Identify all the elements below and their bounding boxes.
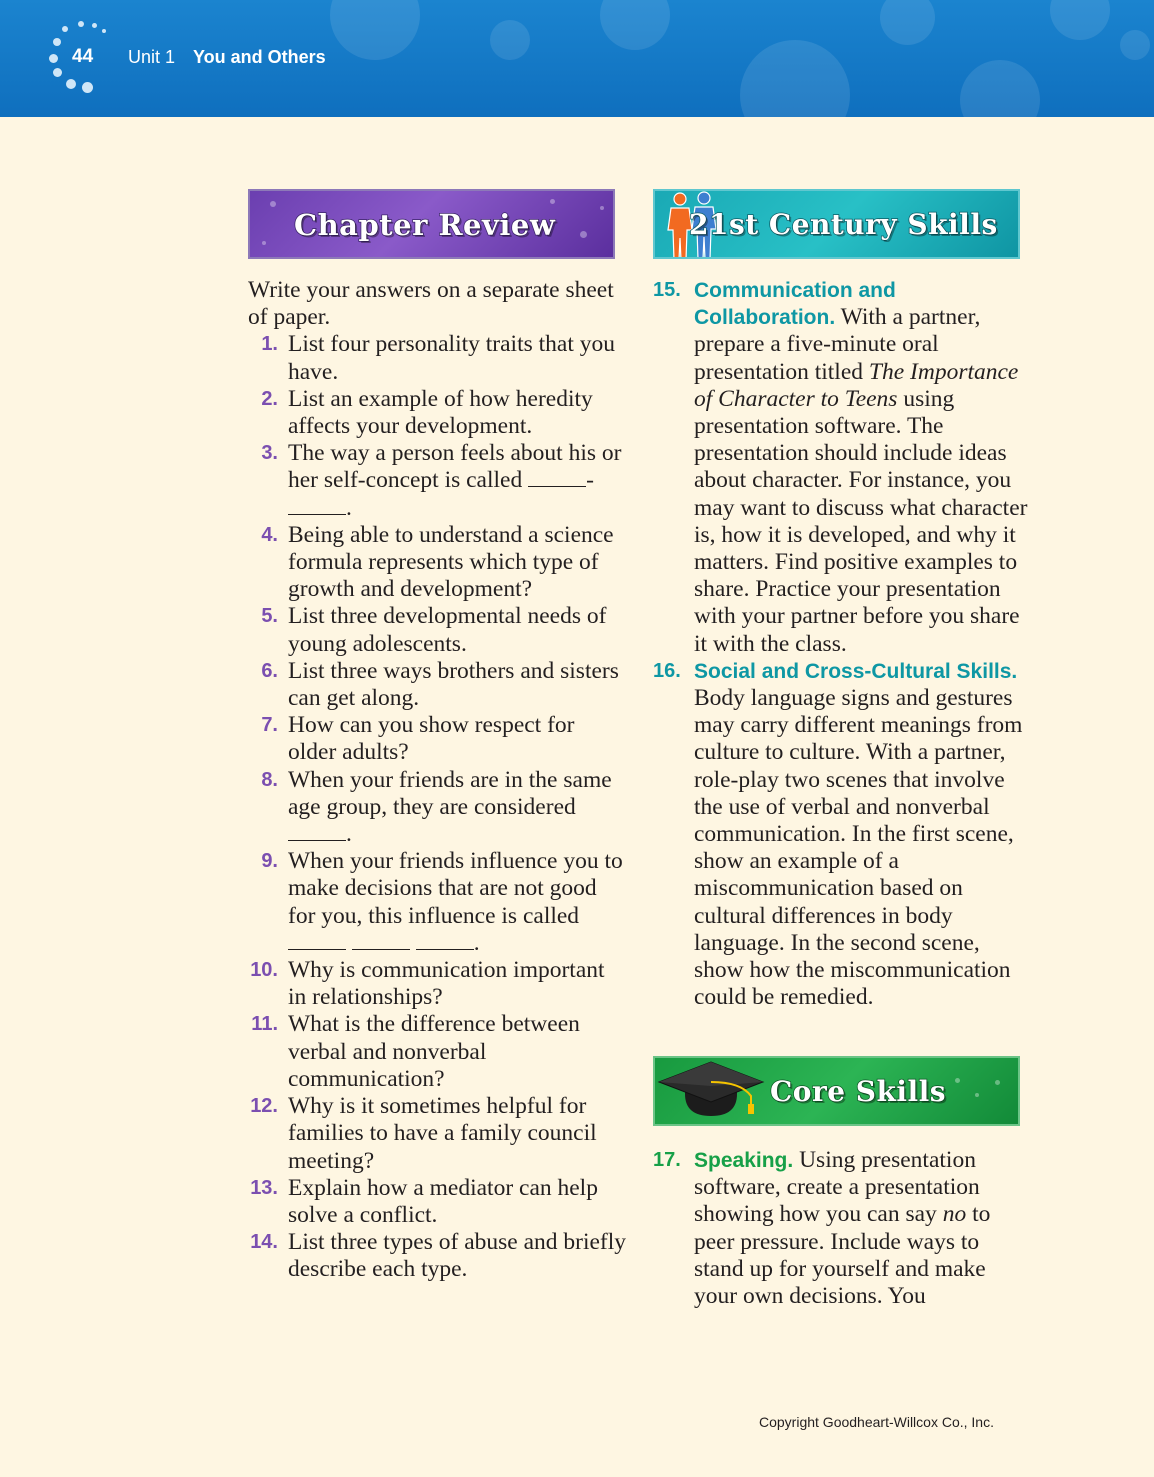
chapter-review-banner xyxy=(248,189,615,259)
question-text: Being able to understand a science formula represents which type of growth and development? xyxy=(288,521,614,603)
question-number: 13. xyxy=(250,1176,278,1199)
answer-blank xyxy=(288,822,346,841)
item-heading: Communication and Collaboration. xyxy=(694,279,896,330)
question-number: 14. xyxy=(250,1231,278,1254)
question-number: 2. xyxy=(261,387,278,410)
review-question-1 xyxy=(248,331,628,385)
question-number: 6. xyxy=(261,659,278,682)
item-italic-title: The Importance of Character to Teens xyxy=(694,358,1019,412)
review-question-5 xyxy=(248,603,628,657)
core-skills-column xyxy=(653,1147,1033,1310)
item-text: With a partner, prepare a five-minute oral presentation titled xyxy=(694,304,981,385)
core-skills-banner xyxy=(653,1056,1020,1126)
question-number: 10. xyxy=(250,959,278,982)
question-text: When your friends influence you to make decisions that are not good for you, this influence is called xyxy=(288,848,623,929)
answer-blank xyxy=(416,931,474,950)
question-text: Why is communication important in relationships? xyxy=(288,957,605,1011)
review-question-7 xyxy=(248,712,628,766)
review-question-3: 3. The way a person feels about his or her self-concept is called -. xyxy=(248,440,628,522)
answer-blank xyxy=(352,931,410,950)
question-number: 4. xyxy=(261,523,278,546)
chapter-review-title: Chapter Review xyxy=(294,208,556,242)
question-number: 12. xyxy=(250,1095,278,1118)
question-number: 7. xyxy=(261,714,278,737)
question-text: The way a person feels about his or her self-concept is called xyxy=(288,440,622,494)
item-text-end: to peer pressure. Include ways to stand up for yourself and make your own decisions. You xyxy=(694,1201,991,1310)
question-number: 3. xyxy=(261,442,278,465)
question-text: List three developmental needs of young adolescents. xyxy=(288,603,607,657)
page-header xyxy=(0,0,1154,117)
item-text-end: using presentation software. The presentation should include ideas about character. For instance, you may want to discuss what character is, how it is developed, and why it matters. Find positive examples to share. Practice your presentation with your partner before you share it with the class. xyxy=(694,385,1028,657)
item-text: Body language signs and gestures may carry different meanings from culture to culture. With a partner, role-play two scenes that involve the use of verbal and nonverbal communication. In the first scene, show an example of a miscommunication based on cultural differences in body language. In the second scene, show how the miscommunication could be remedied. xyxy=(694,685,1023,1011)
21st-century-skills-banner xyxy=(653,189,1020,259)
21st-century-skills-title: 21st Century Skills xyxy=(689,208,998,241)
review-question-10 xyxy=(248,957,628,1011)
review-question-14 xyxy=(248,1229,628,1283)
review-question-9 xyxy=(248,848,628,957)
question-number: 11. xyxy=(251,1013,278,1036)
unit-title: You and Others xyxy=(193,47,326,67)
21st-century-skills-column xyxy=(653,277,1033,1011)
review-question-13 xyxy=(248,1175,628,1229)
review-question-2 xyxy=(248,386,628,440)
review-question-11 xyxy=(248,1011,628,1093)
question-text: What is the difference between verbal and nonverbal communication? xyxy=(288,1011,580,1092)
question-text: When your friends are in the same age group, they are considered xyxy=(288,766,612,820)
question-number: 9. xyxy=(261,850,278,873)
item-italic-word: no xyxy=(942,1201,967,1228)
core-item-17 xyxy=(653,1147,1033,1310)
question-number: 5. xyxy=(261,605,278,628)
review-intro: Write your answers on a separate sheet of paper. xyxy=(248,277,614,331)
item-number: 16. xyxy=(653,659,681,682)
answer-blank xyxy=(288,496,346,515)
question-number: 1. xyxy=(261,333,278,356)
question-text-end: . xyxy=(473,929,480,956)
review-question-12 xyxy=(248,1093,628,1175)
review-question-4 xyxy=(248,522,628,604)
item-heading: Social and Cross-Cultural Skills. xyxy=(694,659,1018,683)
question-number: 8. xyxy=(261,768,278,791)
answer-blank xyxy=(528,468,586,487)
copyright-notice: Copyright Goodheart-Willcox Co., Inc. xyxy=(759,1414,994,1430)
review-question-6 xyxy=(248,658,628,712)
item-number: 17. xyxy=(653,1149,681,1171)
item-text: Using presentation software, create a presentation showing how you can say xyxy=(694,1147,980,1228)
question-text: Explain how a mediator can help solve a conflict. xyxy=(288,1174,598,1228)
question-text: List an example of how heredity affects your development. xyxy=(288,385,593,440)
skills-item-15 xyxy=(653,277,1033,658)
chapter-review-column xyxy=(248,277,628,1284)
item-number: 15. xyxy=(653,279,681,301)
answer-blank xyxy=(288,931,346,950)
core-skills-title: Core Skills xyxy=(770,1075,947,1108)
review-question-8 xyxy=(248,767,628,849)
question-text-end: . xyxy=(346,494,352,521)
page-number: 44 xyxy=(72,46,94,67)
item-heading: Speaking. xyxy=(694,1149,794,1172)
skills-item-16 xyxy=(653,658,1033,1012)
unit-label: Unit 1 xyxy=(128,47,176,67)
question-text: List three ways brothers and sisters can get along. xyxy=(288,657,619,712)
question-text: List three types of abuse and briefly describe each type. xyxy=(288,1229,627,1283)
question-text: How can you show respect for older adults? xyxy=(288,712,575,766)
question-text: List four personality traits that you have. xyxy=(288,331,615,385)
question-text-end: . xyxy=(346,821,352,848)
question-text: Why is it sometimes helpful for families to have a family council meeting? xyxy=(288,1093,597,1174)
graduation-cap-icon xyxy=(655,1056,765,1126)
